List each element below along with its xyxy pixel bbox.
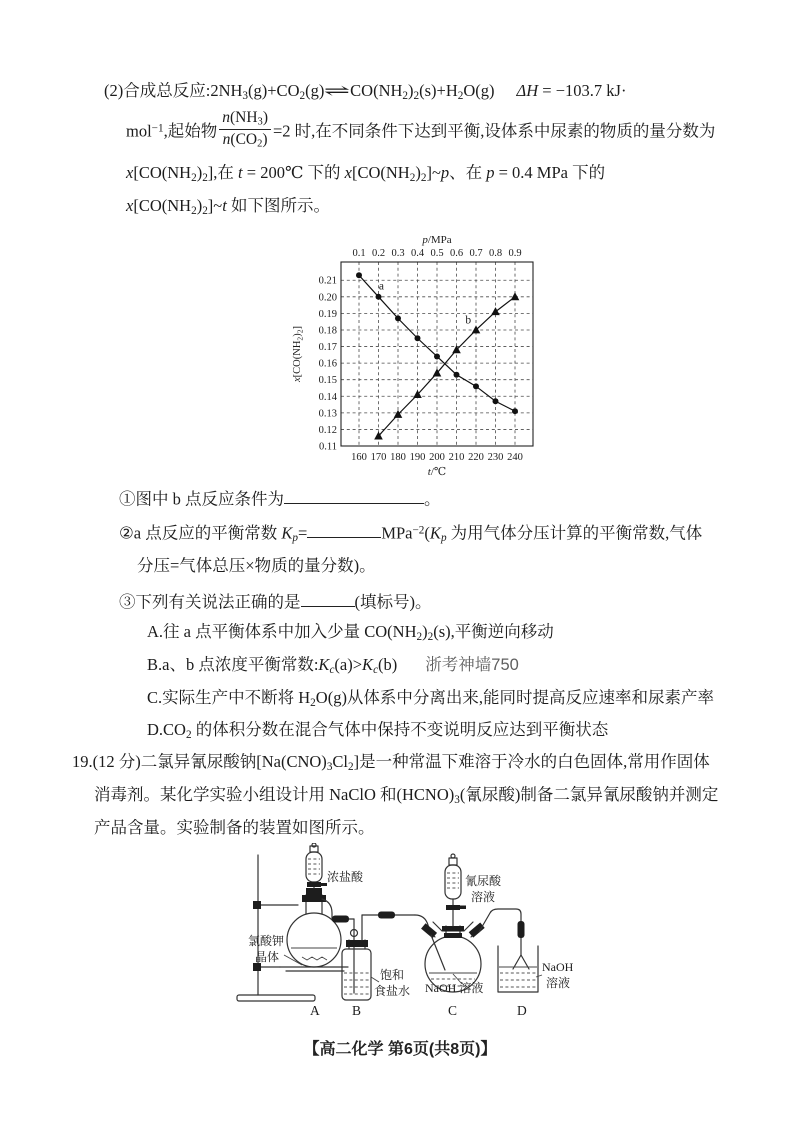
svg-text:0.12: 0.12 xyxy=(318,424,337,436)
svg-text:0.5: 0.5 xyxy=(430,248,444,259)
svg-text:160: 160 xyxy=(351,452,367,463)
label-naoh-d-2: 溶液 xyxy=(546,976,571,990)
svg-text:a: a xyxy=(378,280,384,293)
svg-text:t/℃: t/℃ xyxy=(427,466,447,478)
label-letter-d: D xyxy=(517,1003,527,1018)
q2-option-d: D.CO2 的体积分数在混合气体中保持不变说明反应达到平衡状态 xyxy=(147,720,609,741)
label-cyanuric-1: 氰尿酸 xyxy=(465,874,502,888)
svg-text:b: b xyxy=(465,314,472,327)
q2-sub2-line1: ②a 点反应的平衡常数 Kp= MPa$^{-2}$(Kp 为用气体分压计算的平衡常数,气体 xyxy=(119,520,702,546)
label-kclo3-2: 晶体 xyxy=(255,950,280,964)
q2-sub2-line2: 分压=气体总压×物质的量分数)。 xyxy=(137,556,376,575)
svg-text:0.11: 0.11 xyxy=(319,441,337,453)
q2-line-3: x[CO(NH2)2],在 t = 200℃ 下的 x[CO(NH2)2]~p、在 p = 0.4 MPa 下的 xyxy=(126,163,606,184)
svg-text:230: 230 xyxy=(487,452,504,463)
svg-text:200: 200 xyxy=(429,452,445,463)
label-brine-2: 食盐水 xyxy=(374,984,411,998)
svg-text:0.18: 0.18 xyxy=(318,325,337,337)
svg-text:0.2: 0.2 xyxy=(371,248,386,259)
q2-option-c: C.实际生产中不断将 H2O(g)从体系中分离出来,能同时提高反应速率和尿素产率 xyxy=(147,688,715,709)
q2-sub3: ③下列有关说法正确的是 (填标号)。 xyxy=(119,589,432,614)
svg-text:0.4: 0.4 xyxy=(410,248,425,259)
label-letter-b: B xyxy=(352,1003,362,1018)
svg-text:220: 220 xyxy=(468,452,484,463)
svg-text:0.19: 0.19 xyxy=(318,308,337,320)
dropping-funnel-hcl xyxy=(306,843,327,888)
svg-text:0.14: 0.14 xyxy=(318,391,337,403)
equilibrium-chart-svg xyxy=(289,232,554,481)
svg-text:0.16: 0.16 xyxy=(318,358,337,370)
page-footer: 【高二化学 第6页(共8页)】 xyxy=(303,1041,497,1058)
svg-text:0.9: 0.9 xyxy=(508,248,522,259)
svg-text:0.3: 0.3 xyxy=(391,248,405,259)
svg-text:210: 210 xyxy=(448,452,465,463)
q19-line-2: 消毒剂。某化学实验小组设计用 NaClO 和(HCNO)3(氰尿酸)制备二氯异氰尿酸钠并测定 xyxy=(94,785,719,806)
apparatus-svg xyxy=(232,843,577,1018)
svg-text:240: 240 xyxy=(507,452,523,463)
svg-text:0.15: 0.15 xyxy=(318,375,337,387)
label-kclo3-1: 氯酸钾 xyxy=(248,934,285,948)
leader-naoh-d xyxy=(536,975,542,977)
svg-text:0.20: 0.20 xyxy=(318,292,337,304)
gas-washing-bottle-b xyxy=(342,915,371,1000)
dropping-funnel-cyanuric xyxy=(445,854,466,926)
beaker-d xyxy=(498,946,538,992)
q2-option-a: A.往 a 点平衡体系中加入少量 CO(NH2)2(s),平衡逆向移动 xyxy=(147,622,554,643)
svg-text:190: 190 xyxy=(409,452,426,463)
svg-text:170: 170 xyxy=(370,452,387,463)
q2-line-1: (2)合成总反应:2NH3(g)+CO2(g)⇌CO(NH2)2(s)+H2O(g) ΔH = −103.7 kJ· xyxy=(104,81,627,102)
svg-text:0.13: 0.13 xyxy=(318,408,337,420)
svg-text:0.8: 0.8 xyxy=(488,248,503,259)
kclo3-crystals xyxy=(302,957,327,960)
label-naoh-c: NaOH 溶液 xyxy=(425,981,484,995)
q19-line-1: 19.(12 分)二氯异氰尿酸钠[Na(CNO)3Cl2]是一种常温下难溶于冷水的白色固体,常用作固体 xyxy=(72,752,710,773)
svg-text:x[CO(NH2)2]: x[CO(NH2)2] xyxy=(292,326,305,382)
svg-text:p/MPa: p/MPa xyxy=(422,234,452,246)
q2-sub1: ①图中 b 点反应条件为 。 xyxy=(119,486,441,511)
apparatus-diagram xyxy=(232,843,577,1023)
q2-line-4: x[CO(NH2)2]~t 如下图所示。 xyxy=(126,196,330,217)
label-brine-1: 饱和 xyxy=(380,968,405,982)
svg-text:0.17: 0.17 xyxy=(318,342,337,354)
q2-line-2: mol$^{-1}$,起始物 $\frac{n(NH3)}{n(CO2)}$ =2 时,在不同条件下达到平衡,设体系中尿素的物质的量分数为 xyxy=(126,109,716,151)
tube-c-to-d xyxy=(479,909,529,969)
equilibrium-chart xyxy=(289,232,554,486)
svg-text:0.6: 0.6 xyxy=(449,248,464,259)
label-naoh-d-1: NaOH xyxy=(542,960,574,974)
tube-b-to-c xyxy=(362,912,430,933)
label-cyanuric-2: 溶液 xyxy=(471,890,496,904)
q2-option-b: B.a、b 点浓度平衡常数:Kc(a)>Kc(b) 浙考神墙750 xyxy=(147,655,519,676)
label-hcl: 浓盐酸 xyxy=(327,870,364,884)
leader-brine xyxy=(371,977,379,982)
svg-text:180: 180 xyxy=(390,452,406,463)
svg-text:0.7: 0.7 xyxy=(469,248,483,259)
svg-text:0.1: 0.1 xyxy=(352,248,366,259)
round-flask-a xyxy=(287,888,341,967)
label-letter-c: C xyxy=(448,1003,458,1018)
svg-text:0.21: 0.21 xyxy=(318,275,337,287)
label-letter-a: A xyxy=(310,1003,320,1018)
q19-line-3: 产品含量。实验制备的装置如图所示。 xyxy=(94,818,375,837)
